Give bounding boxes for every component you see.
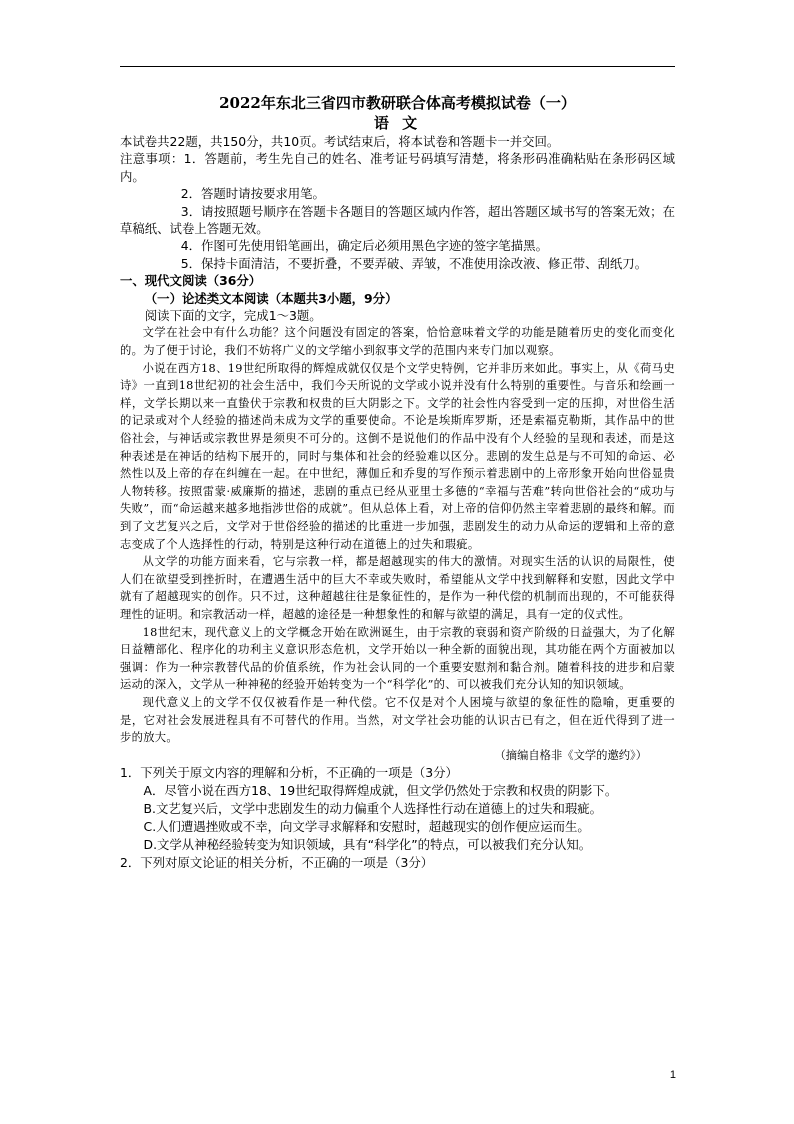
passage-paragraph-5: 现代意义上的文学不仅仅被看作是一种代偿。它不仅是对个人困境与欲望的象征性的隐喻，更重要的是，它对社会发展进程具有不可替代的作用。当然，对文学社会功能的认识古已有之，但在近代得到了进一步的放大。 [120,695,675,745]
question-2 [120,854,675,872]
passage-paragraph-3: 从文学的功能方面来看，它与宗教一样，都是超越现实的伟大的激情。对现实生活的认识的局限性，使人们在欲望受到挫折时，在遭遇生活中的巨大不幸或失败时，希望能从文学中找到解释和安慰，因此文学中就有了超越现实的创作。只不过，这种超越往往是象征性的，是作为一种代偿的机制而出现的，不可能获得理性的证明。和宗教活动一样，超越的途径是一种想象性的和解与欲望的满足，具有一定的仪式性。 [120,555,675,621]
passage-paragraph-2: 小说在西方18、19世纪所取得的辉煌成就仅仅是个文学史特例，它并非历来如此。事实上，从《荷马史诗》一直到18世纪初的社会生活中，我们今天所说的文学或小说并没有什么特别的重要性。与音乐和绘画一样，文学长期以来一直蛰伏于宗教和权贵的巨大阴影之下。文学的社会性内容受到一定的压抑，对世俗生活的记录或对个人经验的描述尚未成为文学的重要使命。不论是埃斯库罗斯，还是索福克勒斯，其作品中的世俗社会，与神话或宗教世界是须臾不可分的。这倒不是说他们的作品中没有个人经验的呈现和表述，而是这种表述是在神话的结构下展开的，同时与集体和社会的经验难以区分。悲剧的发生总是与不可知的命运、必然性以及上帝的存在纠缠在一起。在中世纪，薄伽丘和乔叟的写作预示着悲剧中的上帝形象开始向世俗显贵人物转移。按照雷蒙·威廉斯的描述，悲剧的重点已经从亚里士多德的“幸福与苦难”转向世俗社会的“成功与失败”，而“命运越来越多地指涉世俗的成就”。但从总体上看，对上帝的信仰仍然主宰着悲剧的最终和解。而到了文艺复兴之后，文学对于世俗经验的描述的比重进一步加强，悲剧发生的动力从命运的逻辑和上帝的意志变成了个人选择性的行动，特别是这种行动在道德上的过失和瑕疵。 [120,361,675,551]
notes-item-5: 5．保持卡面清洁，不要折叠，不要弄破、弄皱，不准使用涂改液、修正带、刮纸刀。 [180,255,648,271]
question-1-option-d: D.文学从神秘经验转变为知识领域，具有“科学化”的特点，可以被我们充分认知。 [143,837,592,853]
passage-paragraph-1: 文学在社会中有什么功能？这个问题没有固定的答案，恰恰意味着文学的功能是随着历史的变化而变化的。为了便于讨论，我们不妨将广义的文学缩小到叙事文学的范围内来专门加以观察。 [120,326,675,358]
section-heading: 一、现代文阅读（36分） [120,273,262,289]
question-1-stem: 1．下列关于原文内容的理解和分析，不正确的一项是（3分） [120,765,458,781]
notes-item-1: 注意事项：1．答题前，考生先自己的姓名、准考证号码填写清楚，将条形码准确粘贴在条形码区域内。 [120,151,675,184]
notes-item-4: 4．作图可先使用铅笔画出，确定后必须用黑色字迹的签字笔描黑。 [180,238,548,254]
notes-item-3: 3．请按照题号顺序在答题卡各题目的答题区域内作答，超出答题区域书写的答案无效；在草稿纸、试卷上答题无效。 [120,203,675,237]
question-1 [120,764,675,854]
reading-passage [120,324,675,764]
passage-paragraph-4: 18世纪末，现代意义上的文学概念开始在欧洲诞生，由于宗教的衰弱和资产阶级的日益强大，为了化解日益糟部化、程序化的功利主义意识形态危机，文学开始以一种全新的面貌出现，其功能在两个方面被加以强调：作为一种宗教替代品的价值系统，作为社会认同的一个重要安慰剂和黏合剂。随着科技的进步和启蒙运动的深入，文学从一种神秘的经验开始转变为一个“科学化”的、可以被我们充分认知的知识领域。 [120,625,675,692]
question-1-option-a: A．尽管小说在西方18、19世纪取得辉煌成就，但文学仍然处于宗教和权贵的阴影下。 [143,783,618,799]
exam-subject: 语 文 [373,114,422,132]
question-2-stem: 2．下列对原文论证的相关分析，不正确的一项是（3分） [120,855,434,871]
subsection-heading: （一）论述类文本阅读（本题共3小题，9分） [144,290,398,306]
exam-intro: 本试卷共22题，共150分，共10页。考试结束后，将本试卷和答题卡一并交回。 [120,134,560,149]
notes-item-2: 2．答题时请按要求用笔。 [180,186,325,202]
reading-instruction: 阅读下面的文字，完成1～3题。 [144,308,322,324]
page-content [120,93,675,872]
question-1-option-c: C.人们遭遇挫败或不幸，向文学寻求解释和安慰时，超越现实的创作便应运而生。 [143,819,590,835]
passage-source: （摘编自格非《文学的邀约》） [494,748,647,762]
question-1-option-b: B.文艺复兴后，文学中悲剧发生的动力偏重个人选择性行动在道德上的过失和瑕疵。 [143,801,603,817]
header-rule [120,66,675,67]
exam-title: 2022年东北三省四市教研联合体高考模拟试卷（一） [219,94,576,112]
page-number: 1 [669,1069,676,1081]
